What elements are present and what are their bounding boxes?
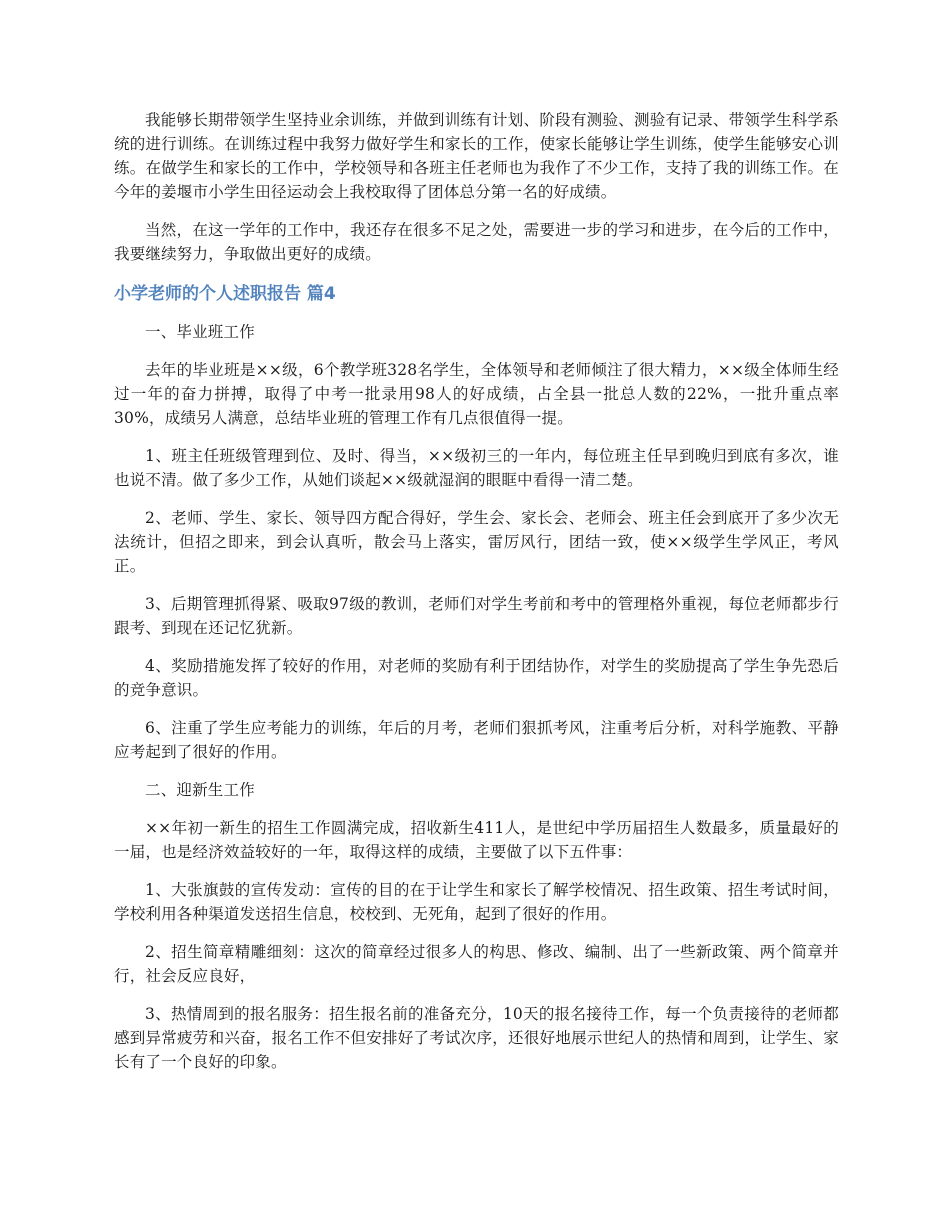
paragraph-enrollment-point-2: 2、招生简章精雕细刻：这次的简章经过很多人的构思、修改、编制、出了一些新政策、两个简章并行，社会反应良好， bbox=[114, 943, 839, 985]
paragraph-point-4: 4、奖励措施发挥了较好的作用，对老师的奖励有利于团结协作，对学生的奖励提高了学生争先恐后的竞争意识。 bbox=[114, 657, 839, 699]
subheading-graduating-class: 一、毕业班工作 bbox=[145, 323, 255, 341]
paragraph-point-6: 6、注重了学生应考能力的训练，年后的月考，老师们狠抓考风，注重考后分析，对科学施教、平静应考起到了很好的作用。 bbox=[114, 719, 839, 761]
paragraph-enrollment-summary: ××年初一新生的招生工作圆满完成，招收新生411人，是世纪中学历届招生人数最多，质量最好的一届，也是经济效益较好的一年，取得这样的成绩，主要做了以下五件事： bbox=[114, 819, 839, 861]
document-body bbox=[114, 108, 839, 1088]
paragraph-graduating-class-summary: 去年的毕业班是××级，6个教学班328名学生，全体领导和老师倾注了很大精力，××级全体师生经过一年的奋力拼搏，取得了中考一批录用98人的好成绩，占全县一批总人数的22%，一批升重点率30%，成绩另人满意，总结毕业班的管理工作有几点很值得一提。 bbox=[114, 361, 839, 427]
paragraph-training-work: 我能够长期带领学生坚持业余训练，并做到训练有计划、阶段有测验、测验有记录、带领学生科学系统的进行训练。在训练过程中我努力做好学生和家长的工作，使家长能够让学生训练，使学生能够安心训练。在做学生和家长的工作中，学校领导和各班主任老师也为我作了不少工作，支持了我的训练工作。在今年的姜堰市小学生田径运动会上我校取得了团体总分第一名的好成绩。 bbox=[114, 111, 839, 201]
paragraph-point-1: 1、班主任班级管理到位、及时、得当，××级初三的一年内，每位班主任早到晚归到底有多次，谁也说不清。做了多少工作，从她们谈起××级就湿润的眼眶中看得一清二楚。 bbox=[114, 447, 839, 489]
paragraph-enrollment-point-3: 3、热情周到的报名服务：招生报名前的准备充分，10天的报名接待工作，每一个负责接待的老师都感到异常疲劳和兴奋，报名工作不但安排好了考试次序，还很好地展示世纪人的热情和周到，让学生、家长有了一个良好的印象。 bbox=[114, 1005, 839, 1071]
paragraph-enrollment-point-1: 1、大张旗鼓的宣传发动：宣传的目的在于让学生和家长了解学校情况、招生政策、招生考试时间，学校利用各种渠道发送招生信息，校校到、无死角，起到了很好的作用。 bbox=[114, 881, 839, 923]
section-heading: 小学老师的个人述职报告 篇4 bbox=[114, 284, 336, 304]
subheading-new-students: 二、迎新生工作 bbox=[145, 781, 255, 799]
paragraph-point-3: 3、后期管理抓得紧、吸取97级的教训，老师们对学生考前和考中的管理格外重视，每位老师都步行跟考、到现在还记忆犹新。 bbox=[114, 595, 839, 637]
paragraph-shortcomings: 当然，在这一学年的工作中，我还存在很多不足之处，需要进一步的学习和进步，在今后的工作中，我要继续努力，争取做出更好的成绩。 bbox=[114, 221, 839, 263]
paragraph-point-2: 2、老师、学生、家长、领导四方配合得好，学生会、家长会、老师会、班主任会到底开了多少次无法统计，但招之即来，到会认真听，散会马上落实，雷厉风行，团结一致，使××级学生学风正，考风正。 bbox=[114, 509, 839, 575]
